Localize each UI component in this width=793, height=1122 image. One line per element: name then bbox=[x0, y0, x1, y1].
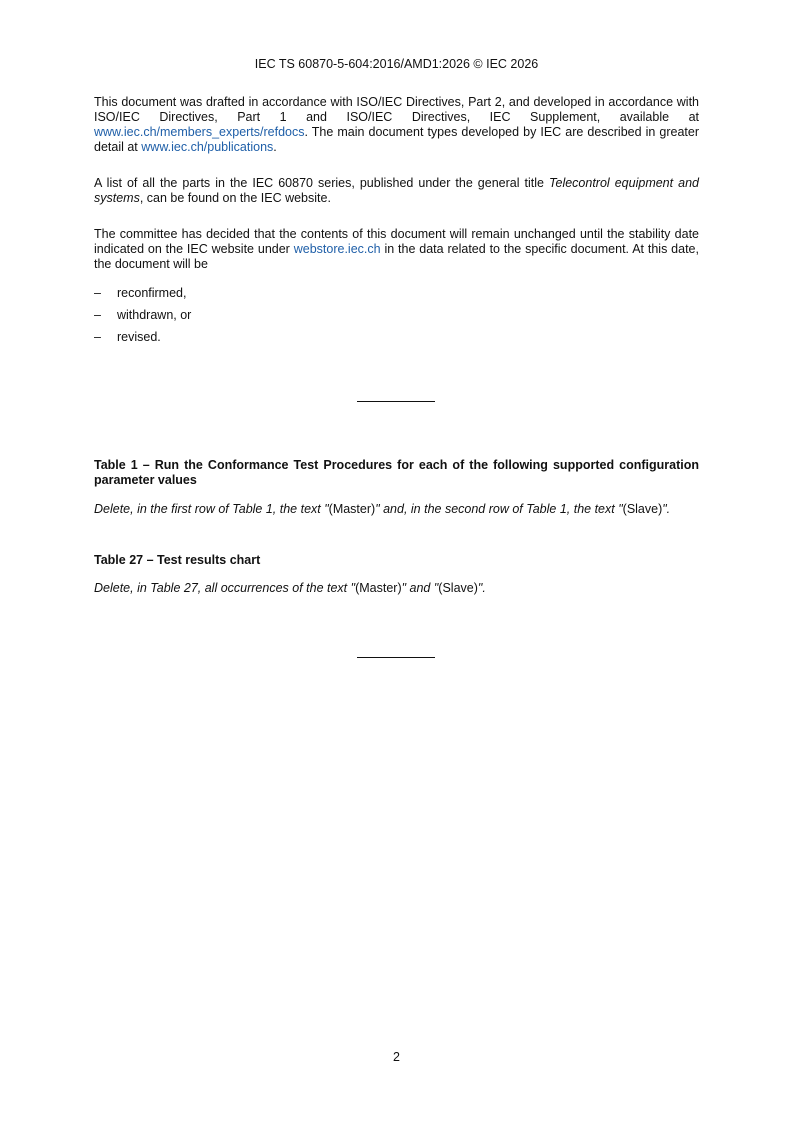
table1-inst-text-2: " and, in the second row of Table 1, the text " bbox=[375, 502, 623, 516]
foreword-paragraph-stability bbox=[94, 227, 699, 272]
stability-options-list bbox=[94, 286, 699, 352]
list-item-text: withdrawn, or bbox=[117, 308, 192, 322]
table27-slave-term: (Slave) bbox=[438, 581, 478, 595]
series-text-1: A list of all the parts in the IEC 60870 series, published under the general title bbox=[94, 176, 550, 190]
webstore-link[interactable]: webstore.iec.ch bbox=[293, 242, 381, 256]
directives-text-2: . The main document types developed by IEC are described in greater detail at bbox=[94, 125, 699, 154]
table27-inst-text-3: ". bbox=[477, 581, 486, 595]
foreword-paragraph-series bbox=[94, 176, 699, 206]
stability-text-1: The committee has decided that the contents of this document will remain unchanged until the stability date indicated on the IEC website under bbox=[94, 227, 699, 256]
foreword-paragraph-directives bbox=[94, 95, 699, 155]
list-dash: – bbox=[94, 286, 101, 300]
series-text-2: , can be found on the IEC website. bbox=[139, 191, 331, 205]
table1-inst-text-3: ". bbox=[662, 502, 671, 516]
section-divider-2 bbox=[357, 657, 435, 658]
table1-inst-text-1: Delete, in the first row of Table 1, the text " bbox=[94, 502, 329, 516]
list-item bbox=[94, 330, 699, 352]
refdocs-link[interactable]: www.iec.ch/members_experts/refdocs bbox=[94, 125, 305, 139]
directives-text-1: This document was drafted in accordance with ISO/IEC Directives, Part 2, and developed in accordance with ISO/IEC Directives, Part 1 and ISO/IEC Directives, IEC Supplement, available at bbox=[94, 95, 699, 124]
table27-master-term: (Master) bbox=[355, 581, 402, 595]
table1-slave-term: (Slave) bbox=[622, 502, 663, 516]
list-dash: – bbox=[94, 308, 101, 322]
list-item bbox=[94, 308, 699, 330]
table1-master-term: (Master) bbox=[328, 502, 376, 516]
stability-text-2: in the data related to the specific document. At this date, the document will be bbox=[94, 242, 699, 271]
table1-heading: Table 1 – Run the Conformance Test Procedures for each of the following supported configuration parameter values bbox=[94, 458, 699, 487]
publications-link[interactable]: www.iec.ch/publications bbox=[141, 140, 274, 154]
table27-inst-text-1: Delete, in Table 27, all occurrences of the text " bbox=[94, 581, 356, 595]
list-item bbox=[94, 286, 699, 308]
table27-heading: Table 27 – Test results chart bbox=[94, 553, 261, 567]
page-header: IEC TS 60870-5-604:2016/AMD1:2026 © IEC 2026 bbox=[254, 57, 539, 71]
directives-text-3: . bbox=[273, 140, 277, 154]
section-divider-1 bbox=[357, 401, 435, 402]
list-item-text: revised. bbox=[117, 330, 161, 344]
series-title: Telecontrol equipment and systems bbox=[94, 176, 699, 205]
table27-inst-text-2: " and " bbox=[401, 581, 439, 595]
table27-instruction bbox=[94, 581, 699, 596]
list-dash: – bbox=[94, 330, 101, 344]
page-number: 2 bbox=[393, 1050, 400, 1064]
list-item-text: reconfirmed, bbox=[117, 286, 187, 300]
table1-instruction bbox=[94, 502, 699, 517]
